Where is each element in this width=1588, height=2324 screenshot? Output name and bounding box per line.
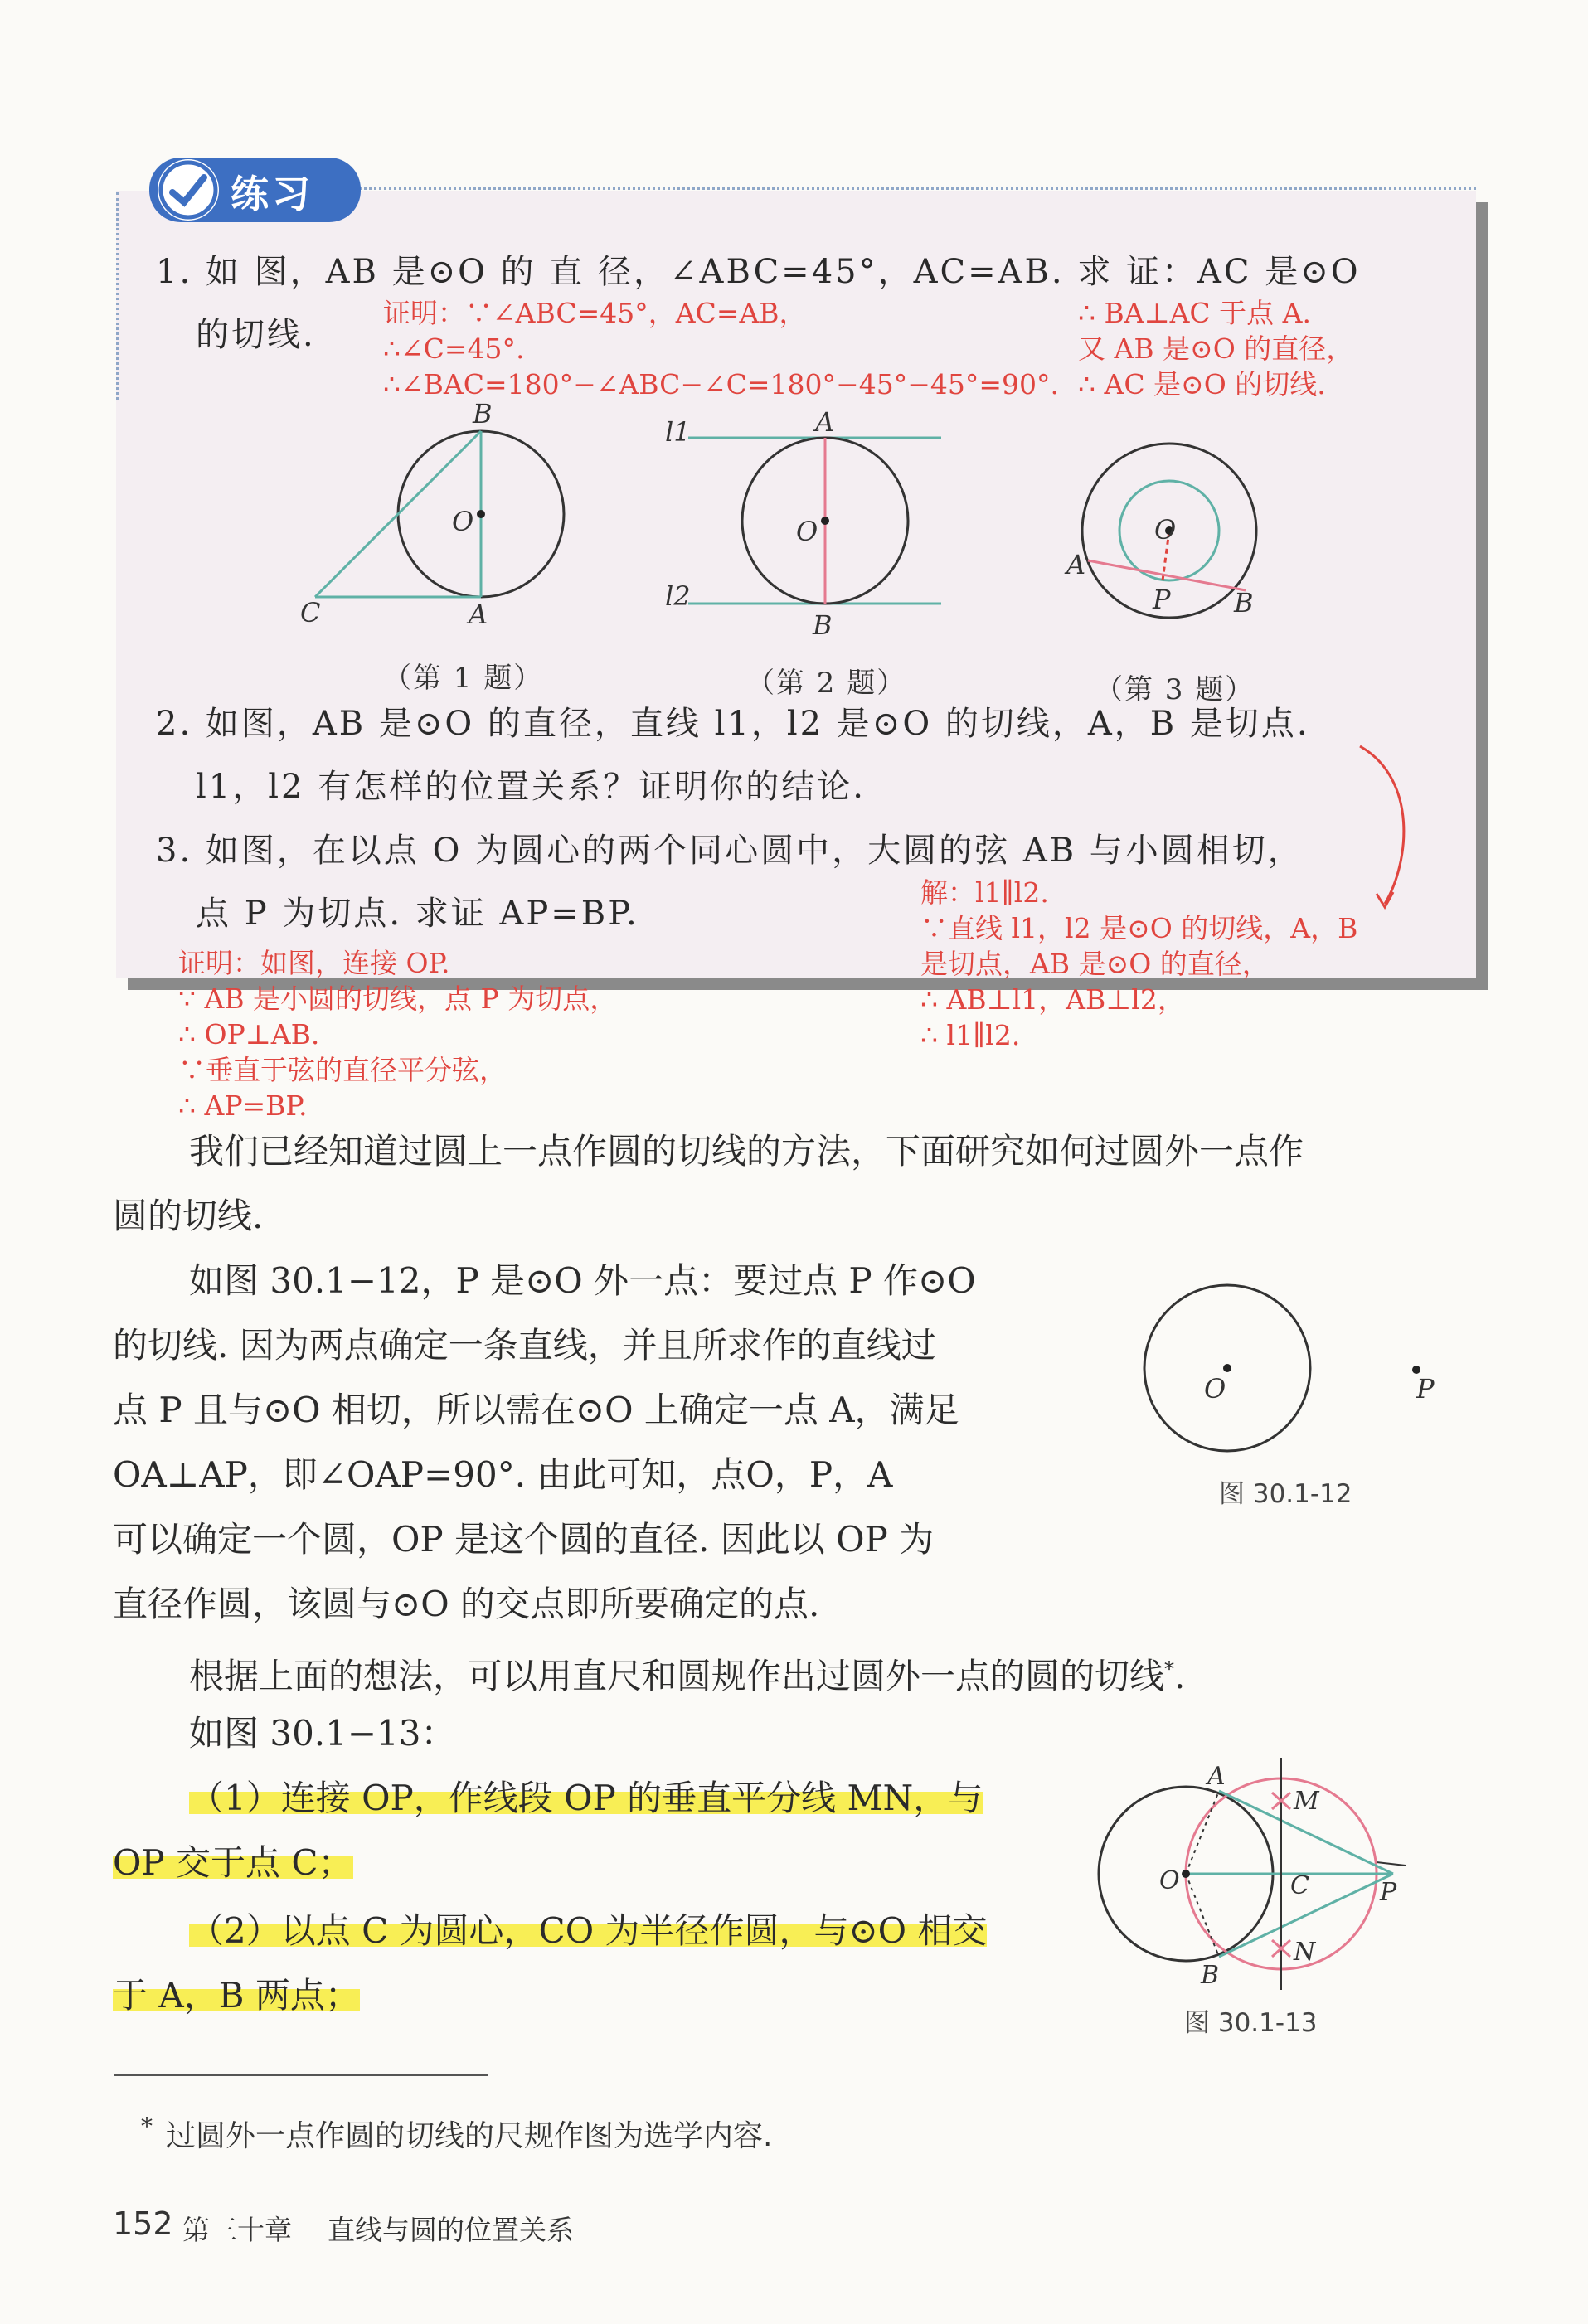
q1-text-line1: 1. 如 图，AB 是⊙O 的 直 径，∠ABC=45°，AC=AB. 求 证：AC 是⊙O <box>156 253 1361 291</box>
fig3-label-o: O <box>1154 514 1177 546</box>
fig1-label-a: A <box>469 599 488 630</box>
fig2-label-o: O <box>796 516 818 547</box>
q2-answer-line: ∴ l1∥l2. <box>920 1019 1021 1051</box>
fig1-label-c: C <box>300 597 321 628</box>
fig12-label-p: P <box>1416 1373 1435 1405</box>
fig3-label-b: B <box>1234 587 1254 619</box>
figure-30-1-12 <box>1111 1277 1459 1484</box>
body-paragraph-3 <box>189 1637 1185 1709</box>
fig13-label-n: N <box>1294 1938 1316 1967</box>
q2-answer-line: 是切点，AB 是⊙O 的直径， <box>920 948 1270 980</box>
q3-answer <box>178 945 617 1123</box>
body-paragraph-2-line: 点 P 且与⊙O 相切，所以需在⊙O 上确定一点 A，满足 <box>113 1390 959 1430</box>
step-1-line2-text: OP 交于点 C； <box>113 1842 353 1883</box>
q2-answer <box>920 875 1357 1053</box>
body-paragraph-4: 如图 30.1−13： <box>189 1713 456 1754</box>
footnote-mark-ref: * <box>1164 1657 1175 1681</box>
fig13-label-p: P <box>1380 1878 1397 1907</box>
practice-logo-icon <box>158 159 219 221</box>
practice-title: 练习 <box>231 172 313 216</box>
fig12-label-o: O <box>1204 1373 1226 1405</box>
figure-1-diagram <box>300 398 564 630</box>
q2-text-line2: l1，l2 有怎样的位置关系？证明你的结论. <box>196 768 866 806</box>
q3-answer-line: ∵垂直于弦的直径平分弦， <box>178 1054 507 1086</box>
q3-answer-line: ∵ AB 是小圆的切线，点 P 为切点， <box>178 982 618 1015</box>
q3-answer-line: 证明：如图，连接 OP. <box>178 947 450 979</box>
body-paragraph-2-line: 可以确定一个圆，OP 是这个圆的直径. 因此以 OP 为 <box>113 1519 935 1560</box>
q1-answer-left <box>383 295 1059 402</box>
fig1-label-b: B <box>473 398 493 429</box>
body-paragraph-2-line: 如图 30.1−12，P 是⊙O 外一点：要过点 P 作⊙O <box>189 1260 976 1301</box>
chapter-label: 第三十章 <box>182 2214 292 2246</box>
exercise-figures <box>282 398 1360 696</box>
step-2-line1 <box>189 1899 987 1963</box>
q1-answer-line: ∴∠C=45°. <box>383 332 525 365</box>
q1-answer-line: 证明：∵∠ABC=45°，AC=AB， <box>383 297 807 329</box>
figure-30-1-12-caption: 图 30.1-12 <box>1219 1479 1352 1509</box>
figure-30-1-13-caption: 图 30.1-13 <box>1184 2008 1318 2038</box>
q1-text-line2: 的切线. <box>196 316 316 354</box>
q1-answer-line: ∴∠BAC=180°−∠ABC−∠C=180°−45°−45°=90°. <box>383 368 1059 400</box>
body-paragraph-1-line2: 圆的切线. <box>113 1196 264 1236</box>
q1-answer-line: ∴ BA⊥AC 于点 A. <box>1078 297 1311 329</box>
figure-3-diagram <box>1064 444 1256 619</box>
fig1-label-o: O <box>452 506 474 537</box>
fig2-label-l2: l2 <box>665 580 691 612</box>
fig3-label-a: A <box>1066 549 1086 580</box>
body-paragraph-1-line1: 我们已经知道过圆上一点作圆的切线的方法，下面研究如何过圆外一点作 <box>189 1131 1304 1172</box>
body-paragraph-2 <box>113 1249 1042 1637</box>
body-paragraph-3-end: . <box>1174 1656 1186 1696</box>
step-2-line2-text: 于 A，B 两点； <box>113 1975 360 2016</box>
q3-text-line2: 点 P 为切点. 求证 AP=BP. <box>196 895 639 933</box>
step-2-line1-text: （2）以点 C 为圆心，CO 为半径作圆，与⊙O 相交 <box>189 1910 988 1951</box>
figure-30-1-13 <box>1095 1749 1426 1990</box>
q2-text-line1: 2. 如图，AB 是⊙O 的直径，直线 l1，l2 是⊙O 的切线，A，B 是切点. <box>156 705 1310 743</box>
step-1-line1-text: （1）连接 OP，作线段 OP 的垂直平分线 MN，与 <box>189 1778 983 1818</box>
fig13-label-m: M <box>1294 1787 1319 1816</box>
fig3-label-p: P <box>1153 584 1171 615</box>
chapter-title: 直线与圆的位置关系 <box>328 2214 574 2246</box>
fig13-label-b: B <box>1201 1961 1220 1990</box>
q1-answer-line: 又 AB 是⊙O 的直径， <box>1078 332 1354 365</box>
q3-answer-line: ∴ OP⊥AB. <box>178 1018 320 1050</box>
figure-3-caption: （第 3 题） <box>1095 673 1255 706</box>
q2-answer-line: 解：l1∥l2. <box>920 876 1049 909</box>
figure-1-caption: （第 1 题） <box>383 662 544 695</box>
page-number: 152 <box>113 2205 173 2242</box>
exercise-box-dotted-border-left <box>116 192 119 400</box>
figure-2-caption: （第 2 题） <box>746 667 907 700</box>
exercise-box-dotted-border <box>348 187 1476 190</box>
q1-answer-right <box>1078 295 1353 402</box>
step-2-line2 <box>113 1963 360 2028</box>
q1-answer-line: ∴ AC 是⊙O 的切线. <box>1078 368 1326 400</box>
fig13-label-c: C <box>1290 1871 1309 1900</box>
fig13-label-a: A <box>1207 1762 1226 1791</box>
step-1-line2 <box>113 1831 353 1895</box>
fig2-label-a: A <box>815 406 835 438</box>
q2-answer-line: ∴ AB⊥l1，AB⊥l2， <box>920 983 1185 1016</box>
fig2-label-b: B <box>813 609 833 641</box>
body-paragraph-2-line: 直径作圆，该圆与⊙O 的交点即所要确定的点. <box>113 1584 820 1624</box>
fig2-label-l1: l1 <box>665 416 691 448</box>
figure-2-diagram <box>665 406 941 641</box>
q3-answer-line: ∴ AP=BP. <box>178 1089 308 1122</box>
body-paragraph-3-text: 根据上面的想法，可以用直尺和圆规作出过圆外一点的圆的切线 <box>189 1656 1165 1696</box>
q3-text-line1: 3. 如图，在以点 O 为圆心的两个同心圆中，大圆的弦 AB 与小圆相切， <box>156 832 1304 870</box>
step-1-line1 <box>189 1766 983 1831</box>
body-paragraph-2-line: OA⊥AP，即∠OAP=90°. 由此可知，点O，P，A <box>113 1454 893 1495</box>
body-paragraph-2-line: 的切线. 因为两点确定一条直线，并且所求作的直线过 <box>113 1325 936 1366</box>
q2-answer-line: ∵直线 l1，l2 是⊙O 的切线，A，B <box>920 912 1358 944</box>
footnote: 过圆外一点作圆的切线的尺规作图为选学内容. <box>166 2119 773 2153</box>
footnote-rule <box>114 2074 488 2076</box>
fig13-label-o: O <box>1159 1866 1180 1895</box>
footnote-mark: * <box>141 2113 153 2140</box>
